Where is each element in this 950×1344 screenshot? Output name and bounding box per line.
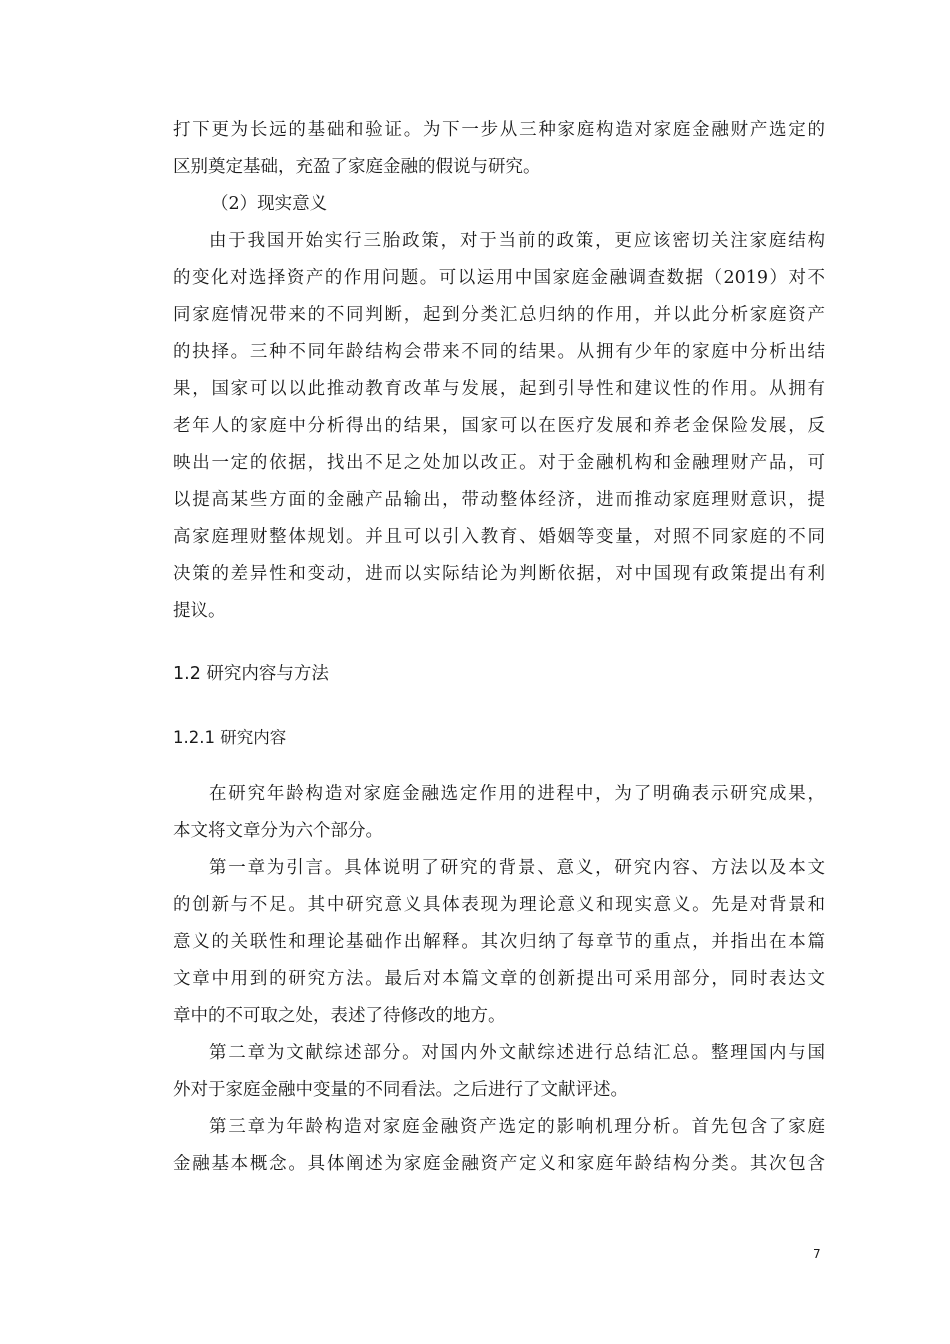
- text-line: 外对于家庭金融中变量的不同看法。之后进行了文献评述。: [173, 1080, 628, 1100]
- text-line: 文章中用到的研究方法。最后对本篇文章的创新提出可采用部分，同时表达文: [173, 969, 825, 989]
- text-line: 意义的关联性和理论基础作出解释。其次归纳了每章节的重点，并指出在本篇: [173, 932, 825, 952]
- text-line: 由于我国开始实行三胎政策，对于当前的政策，更应该密切关注家庭结构: [209, 231, 825, 251]
- text-line: 映出一定的依据，找出不足之处加以改正。对于金融机构和金融理财产品，可: [173, 453, 825, 473]
- text-line: 同家庭情况带来的不同判断，起到分类汇总归纳的作用，并以此分析家庭资产: [173, 305, 825, 325]
- text-line: 提议。: [173, 601, 226, 621]
- paragraph-continuation: [173, 112, 825, 186]
- page-number: 7: [813, 1247, 821, 1261]
- text-line: 以提高某些方面的金融产品输出，带动整体经济，进而推动家庭理财意识，提: [173, 490, 825, 510]
- text-line: 金融基本概念。具体阐述为家庭金融资产定义和家庭年龄结构分类。其次包含: [173, 1154, 825, 1174]
- paragraph-chapter-two: [173, 1035, 825, 1109]
- sub-heading-practical-significance: （2）现实意义: [211, 194, 328, 214]
- paragraph-practical-significance: [173, 223, 825, 630]
- text-line: 的变化对选择资产的作用问题。可以运用中国家庭金融调查数据（2019）对不: [173, 268, 825, 288]
- text-line: 果，国家可以以此推动教育改革与发展，起到引导性和建议性的作用。从拥有: [173, 379, 825, 399]
- text-line: 的抉择。三种不同年龄结构会带来不同的结果。从拥有少年的家庭中分析出结: [173, 342, 825, 362]
- text-line: 章中的不可取之处，表述了待修改的地方。: [173, 1006, 506, 1026]
- text-line: 本文将文章分为六个部分。: [173, 821, 383, 841]
- section-heading: 1.2 研究内容与方法: [173, 664, 329, 684]
- text-line: 打下更为长远的基础和验证。为下一步从三种家庭构造对家庭金融财产选定的: [173, 120, 825, 140]
- page-body: [173, 112, 825, 1183]
- paragraph-research-intro: [173, 776, 825, 850]
- text-line: 高家庭理财整体规划。并且可以引入教育、婚姻等变量，对照不同家庭的不同: [173, 527, 825, 547]
- text-line: 第二章为文献综述部分。对国内外文献综述进行总结汇总。整理国内与国: [209, 1043, 825, 1063]
- subsection-heading: 1.2.1 研究内容: [173, 728, 287, 747]
- text-line: 第一章为引言。具体说明了研究的背景、意义，研究内容、方法以及本文: [209, 858, 825, 878]
- text-line: 第三章为年龄构造对家庭金融资产选定的影响机理分析。首先包含了家庭: [209, 1117, 825, 1137]
- text-line: 的创新与不足。其中研究意义具体表现为理论意义和现实意义。先是对背景和: [173, 895, 825, 915]
- text-line: 老年人的家庭中分析得出的结果，国家可以在医疗发展和养老金保险发展，反: [173, 416, 825, 436]
- text-line: 区别奠定基础，充盈了家庭金融的假说与研究。: [173, 157, 541, 177]
- paragraph-chapter-three: [173, 1109, 825, 1183]
- paragraph-chapter-one: [173, 850, 825, 1035]
- text-line: 决策的差异性和变动，进而以实际结论为判断依据，对中国现有政策提出有利: [173, 564, 825, 584]
- text-line: 在研究年龄构造对家庭金融选定作用的进程中，为了明确表示研究成果，: [209, 784, 825, 804]
